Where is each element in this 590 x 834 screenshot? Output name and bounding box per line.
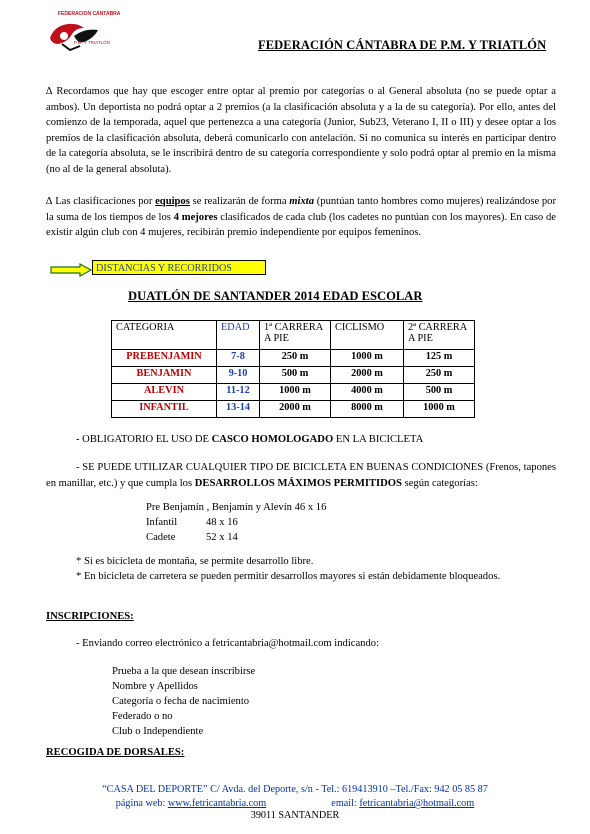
list-item: Federado o no <box>112 711 173 722</box>
text-segment: según categorías: <box>401 477 478 489</box>
list-item: Categoría o fecha de nacimiento <box>112 696 250 707</box>
footer-address: “CASA DEL DEPORTE” C/ Avda. del Deporte, s/n - Tel.: 619413910 –Tel./Fax: 942 05 85 87 <box>102 784 488 795</box>
federation-logo <box>44 14 108 54</box>
distance-cell: 8000 m <box>331 401 404 418</box>
distance-cell: 125 m <box>404 350 475 367</box>
table-header-row <box>112 321 475 350</box>
website-link[interactable]: www.fetricantabria.com <box>167 798 267 809</box>
distance-cell: 250 m <box>260 350 331 367</box>
list-item: Nombre y Apellidos <box>112 681 198 692</box>
distance-cell: 1000 m <box>331 350 404 367</box>
casco-homologado: CASCO HOMOLOGADO <box>211 434 334 445</box>
age-cell: 9-10 <box>217 367 260 384</box>
footer-city: 39011 SANTANDER <box>250 810 340 821</box>
mixta-word: mixta <box>289 196 315 207</box>
logo-text-bottom: P.M. Y TRIATLÓN <box>74 40 110 45</box>
text-segment: clasificados de cada club (los cadetes no puntúan con los mayores). En caso de existir algún club con 4 mujeres, recibirán premio independiente por equipos femeninos. <box>46 211 556 239</box>
page-title: FEDERACIÓN CÁNTABRA DE P.M. Y TRIATLÓN <box>258 38 547 52</box>
gear-ratio-3-label: Cadete <box>146 532 176 543</box>
header-carrera-1: 1ª CARRERA A PIE <box>260 321 331 350</box>
gear-ratio-3-value: 52 x 14 <box>206 532 238 543</box>
table-row <box>112 350 475 367</box>
text-segment: - OBLIGATORIO EL USO DE <box>76 434 212 445</box>
arrow-right-icon <box>50 263 92 277</box>
inscripciones-line: - Enviando correo electrónico a fetricantabria@hotmail.com indicando: <box>76 638 380 649</box>
age-cell: 11-12 <box>217 384 260 401</box>
note-mountain-bike: * Si es bicicleta de montaña, se permite desarrollo libre. <box>76 556 314 567</box>
text-segment: se realizarán de forma <box>189 196 290 207</box>
gear-ratio-2-value: 48 x 16 <box>206 517 238 528</box>
category-cell: INFANTIL <box>112 401 217 418</box>
age-cell: 13-14 <box>217 401 260 418</box>
list-item: Prueba a la que desean inscribirse <box>112 666 256 677</box>
text-segment: (puntúan tanto hombres como mujeres) realizándose por la suma de los tiempos de los <box>46 196 556 223</box>
equipos-word: equipos <box>155 196 190 207</box>
category-cell: PREBENJAMIN <box>112 350 217 367</box>
inscripciones-heading: INSCRIPCIONES: <box>46 611 134 622</box>
desarrollos-maximos: DESARROLLOS MÁXIMOS PERMITIDOS <box>194 477 402 489</box>
note-road-bike: * En bicicleta de carretera se pueden permitir desarrollos mayores si están debidamente bloqueados. <box>76 571 501 582</box>
distance-cell: 500 m <box>404 384 475 401</box>
web-label: página web: <box>115 798 166 809</box>
table-row <box>112 367 475 384</box>
distance-cell: 250 m <box>404 367 475 384</box>
category-cell: BENJAMIN <box>112 367 217 384</box>
logo-text-top: FEDERACION CÁNTABRA <box>58 11 121 17</box>
intro-paragraph-categories: ∆ Recordamos que hay que escoger entre optar al premio por categorías o al General absoluta (no se puede optar a ambos). Un deportista no podrá optar a 2 premios (a la clasificación absoluta y a la de su categoría). Por ello, antes del comienzo de la temporada, aquel que pertenezca a una categoría (Junior, Sub23, Veterano I, II o III) y desee optar a los premios de la clasificación absoluta, deberá comunicarlo con antelación. Si no comunica su interés en participar dentro de la categoría absoluta, se le inscribirá dentro de su categoría correspondiente y solo podrá optar al premio en la misma (no al de la general absoluta). <box>46 86 556 175</box>
gear-ratio-1: Pre Benjamín , Benjamín y Alevín 46 x 16 <box>146 502 327 513</box>
mejores-word: 4 mejores <box>173 211 218 223</box>
category-cell: ALEVIN <box>112 384 217 401</box>
bicycle-rule <box>46 460 556 491</box>
email-label: email: <box>331 798 357 809</box>
header-edad: EDAD <box>217 321 260 350</box>
distance-cell: 1000 m <box>404 401 475 418</box>
text-segment: ∆ Las clasificaciones por <box>46 196 156 207</box>
dorsales-heading: RECOGIDA DE DORSALES: <box>46 747 185 758</box>
email-link[interactable]: fetricantabria@hotmail.com <box>359 798 475 809</box>
gear-ratio-2-label: Infantil <box>146 517 178 528</box>
text-segment: EN LA BICICLETA <box>333 434 424 445</box>
age-cell: 7-8 <box>217 350 260 367</box>
distance-cell: 4000 m <box>331 384 404 401</box>
text-segment: - SE PUEDE UTILIZAR CUALQUIER TIPO DE BICICLETA EN BUENAS CONDICIONES (Frenos, tapones en manillar, etc.) y que cumpla los <box>46 462 556 489</box>
distance-cell: 500 m <box>260 367 331 384</box>
section-label-distances: DISTANCIAS Y RECORRIDOS <box>92 260 266 275</box>
table-row <box>112 384 475 401</box>
intro-paragraph-teams <box>46 194 556 241</box>
header-ciclismo: CICLISMO <box>331 321 404 350</box>
list-item: Club o Independiente <box>112 726 204 737</box>
header-categoria: CATEGORIA <box>112 321 217 350</box>
distances-table <box>111 320 475 418</box>
table-row <box>112 401 475 418</box>
header-carrera-2: 2ª CARRERA A PIE <box>404 321 475 350</box>
distance-cell: 2000 m <box>331 367 404 384</box>
race-title: DUATLÓN DE SANTANDER 2014 EDAD ESCOLAR <box>128 289 423 303</box>
distance-cell: 1000 m <box>260 384 331 401</box>
helmet-rule <box>76 432 423 448</box>
distance-cell: 2000 m <box>260 401 331 418</box>
